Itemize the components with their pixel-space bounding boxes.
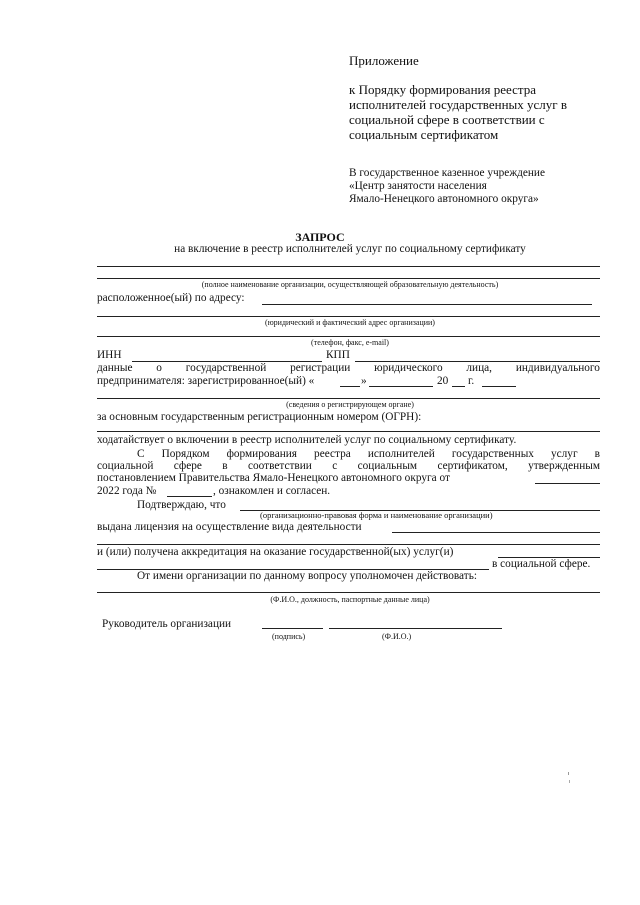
reg-word: индивидуального [515,362,600,374]
reg-month-field[interactable] [369,386,433,387]
reg-year-field[interactable] [452,386,465,387]
request-title: ЗАПРОС [295,230,345,244]
addressee-line-1: В государственное казенное учреждение [349,167,545,179]
registration-line-1 [97,362,600,374]
caption-signature: (подпись) [272,632,306,641]
paragraph-line-1: С Порядком формирования реестра исполнителей государственных услуг в [137,448,600,460]
address-line-1[interactable] [262,304,592,305]
reg-organ-line[interactable] [97,398,600,399]
caption-org-form: (организационно-правовая форма и наименование организации) [260,510,493,520]
appendix-ref-line-3: социальной сфере в соответствии с [349,112,545,127]
scan-mark [569,780,570,783]
addressee-line-3: Ямало-Ненецкого автономного округа» [349,193,539,205]
paragraph-year: 2022 года № [97,485,157,497]
license-field-1[interactable] [392,532,600,533]
signature-field[interactable] [262,628,323,629]
scan-mark [568,772,569,775]
appendix-ref-line-2: исполнителей государственных услуг в [349,97,567,112]
resolution-date-field[interactable] [535,483,600,484]
caption-address: (юридический и фактический адрес организации) [265,318,435,327]
reg-word: регистрации [290,362,351,374]
authorized-label: От имени организации по данному вопросу уполномочен действовать: [137,570,477,582]
inn-label: ИНН [97,349,122,361]
head-fio-field[interactable] [329,628,502,629]
appendix-title: Приложение [349,53,419,68]
authorized-person-field[interactable] [97,592,600,593]
social-sphere-text: в социальной сфере. [492,558,591,570]
license-label: выдана лицензия на осуществление вида деятельности [97,521,362,533]
reg-extra-field[interactable] [482,386,516,387]
appendix-ref-line-1: к Порядку формирования реестра [349,82,536,97]
reg-year-suffix: г. [468,375,475,387]
addressee-line-2: «Центр занятости населения [349,180,487,192]
ogrn-field[interactable] [97,431,600,432]
reg-date-quote: » [361,375,367,387]
paragraph-agree: , ознакомлен и согласен. [213,485,331,497]
paragraph-line-2: социальной сфере в соответствии с социальным сертификатом, утвержденным [97,460,600,472]
caption-person: (Ф.И.О., должность, паспортные данные лица) [270,595,430,604]
confirm-label: Подтверждаю, что [137,499,226,511]
resolution-number-field[interactable] [167,496,212,497]
request-subtitle: на включение в реестр исполнителей услуг по социальному сертификату [174,243,526,255]
appendix-ref-line-4: социальным сертификатом [349,127,499,142]
reg-word: данные [97,362,133,374]
org-name-line-2[interactable] [97,278,600,279]
paragraph-line-3: постановлением Правительства Ямало-Ненецкого автономного округа от [97,472,450,484]
caption-org-name: (полное наименование организации, осуществляющей образовательную деятельность) [201,280,499,289]
caption-fio: (Ф.И.О.) [382,632,412,641]
petition-text: ходатайствует о включении в реестр исполнителей услуг по социальному сертификату. [97,434,517,446]
license-field-2[interactable] [97,544,600,545]
reg-day-field[interactable] [340,386,360,387]
reg-year-prefix: 20 [437,375,449,387]
reg-date-prefix: предпринимателя: зарегистрированное(ый) « [97,375,315,387]
caption-reg-organ: (сведения о регистрирующем органе) [286,400,414,409]
contacts-line[interactable] [97,336,600,337]
reg-word: государственной [185,362,267,374]
address-line-2[interactable] [97,316,600,317]
caption-contacts: (телефон, факс, e-mail) [311,338,389,347]
head-label: Руководитель организации [102,618,232,630]
org-name-line-1[interactable] [97,266,600,267]
kpp-label: КПП [326,349,350,361]
reg-word: о [156,362,162,374]
located-at-label: расположенное(ый) по адресу: [97,292,245,304]
reg-word: лица, [466,362,492,374]
reg-word: юридического [374,362,443,374]
accreditation-label: и (или) получена аккредитация на оказание государственной(ых) услуг(и) [97,546,454,558]
ogrn-label: за основным государственным регистрационным номером (ОГРН): [97,411,422,423]
